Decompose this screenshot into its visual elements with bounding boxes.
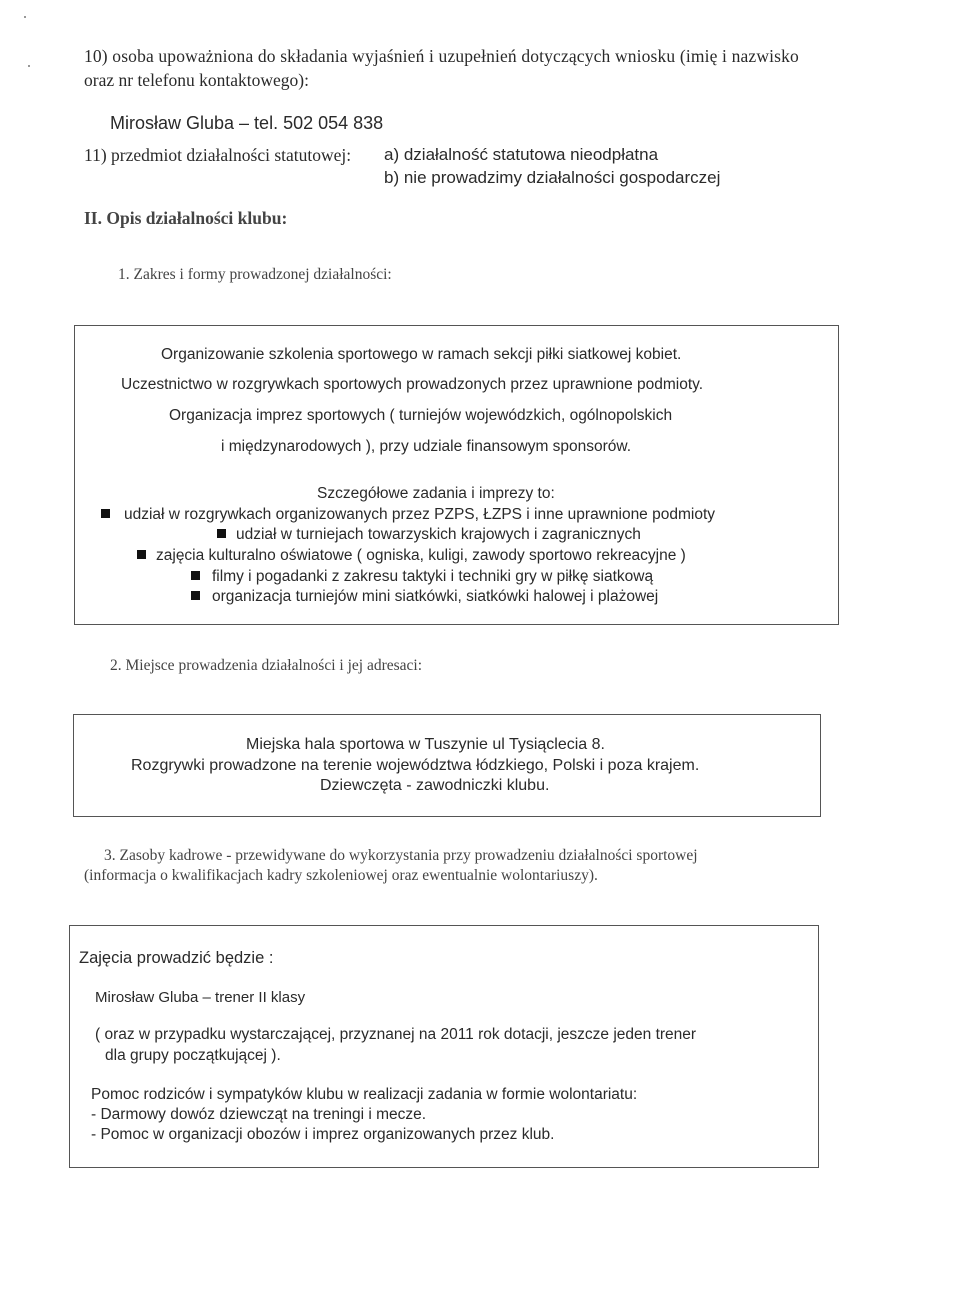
q3-label-line2: (informacja o kwalifikacjach kadry szkoleniowej oraz ewentualnie wolontariuszy).	[84, 867, 598, 884]
bullet-text: zajęcia kulturalno oświatowe ( ogniska, kuligi, zawody sportowo rekreacyjne )	[156, 547, 686, 564]
scan-speck	[28, 65, 30, 67]
q1-line: i międzynarodowych ), przy udziale finansowym sponsorów.	[221, 438, 632, 455]
help-item: - Darmowy dowóz dziewcząt na treningi i mecze.	[91, 1106, 427, 1123]
bullet-item	[191, 568, 653, 586]
bullet-item	[101, 506, 715, 524]
q2-box	[73, 714, 821, 817]
q3-extra-line2: dla grupy początkującej ).	[105, 1047, 281, 1064]
section-heading: II. Opis działalności klubu:	[84, 208, 288, 228]
contact-person: Mirosław Gluba – tel. 502 054 838	[110, 113, 384, 133]
q1-line: Uczestnictwo w rozgrywkach sportowych prowadzonych przez uprawnione podmioty.	[121, 376, 704, 393]
bullet-text: organizacja turniejów mini siatkówki, siatkówki halowej i plażowej	[212, 588, 659, 605]
q1-line: Organizowanie szkolenia sportowego w ramach sekcji piłki siatkowej kobiet.	[161, 346, 682, 363]
bullet-item	[137, 547, 686, 565]
bullet-square-icon	[191, 591, 200, 600]
q2-label: 2. Miejsce prowadzenia działalności i jej adresaci:	[110, 657, 423, 674]
trainer-info: Mirosław Gluba – trener II klasy	[95, 989, 306, 1006]
q3-box	[69, 925, 819, 1168]
bullet-item	[191, 588, 658, 606]
q1-line: Organizacja imprez sportowych ( turniejów wojewódzkich, ogólnopolskich	[169, 407, 673, 424]
bullet-text: filmy i pogadanki z zakresu taktyki i techniki gry w piłkę siatkową	[212, 568, 654, 585]
q1-box	[74, 325, 839, 625]
bullet-square-icon	[217, 529, 226, 538]
item10-line2: oraz nr telefonu kontaktowego):	[84, 70, 309, 90]
bullet-square-icon	[101, 509, 110, 518]
bullet-square-icon	[137, 550, 146, 559]
help-heading: Pomoc rodziców i sympatyków klubu w realizacji zadania w formie wolontariatu:	[91, 1086, 638, 1103]
bullet-square-icon	[191, 571, 200, 580]
scan-speck	[24, 16, 26, 18]
item11-label: 11) przedmiot działalności statutowej:	[84, 145, 352, 165]
bullet-item	[217, 526, 641, 544]
item11-a: a) działalność statutowa nieodpłatna	[384, 145, 659, 164]
q2-line: Dziewczęta - zawodniczki klubu.	[320, 777, 550, 794]
item10-line1: 10) osoba upoważniona do składania wyjaśnień i uzupełnień dotyczących wniosku (imię i nazwisko	[84, 46, 799, 66]
bullet-text: udział w rozgrywkach organizowanych przez PZPS, ŁZPS i inne uprawnione podmioty	[124, 506, 716, 523]
q3-extra-line1: ( oraz w przypadku wystarczającej, przyznanej na 2011 rok dotacji, jeszcze jeden trener	[95, 1026, 697, 1043]
q2-line: Miejska hala sportowa w Tuszynie ul Tysiąclecia 8.	[246, 736, 605, 753]
q3-heading: Zajęcia prowadzić będzie :	[79, 949, 274, 967]
q2-line: Rozgrywki prowadzone na terenie województwa łódzkiego, Polski i poza krajem.	[131, 757, 700, 774]
q3-label-line1: 3. Zasoby kadrowe - przewidywane do wykorzystania przy prowadzeniu działalności sportowej	[104, 847, 698, 864]
q1-label: 1. Zakres i formy prowadzonej działalności:	[118, 266, 392, 283]
details-heading: Szczegółowe zadania i imprezy to:	[317, 485, 555, 502]
bullet-text: udział w turniejach towarzyskich krajowych i zagranicznych	[236, 526, 641, 543]
item11-b: b) nie prowadzimy działalności gospodarczej	[384, 168, 721, 187]
help-item: - Pomoc w organizacji obozów i imprez organizowanych przez klub.	[91, 1126, 555, 1143]
